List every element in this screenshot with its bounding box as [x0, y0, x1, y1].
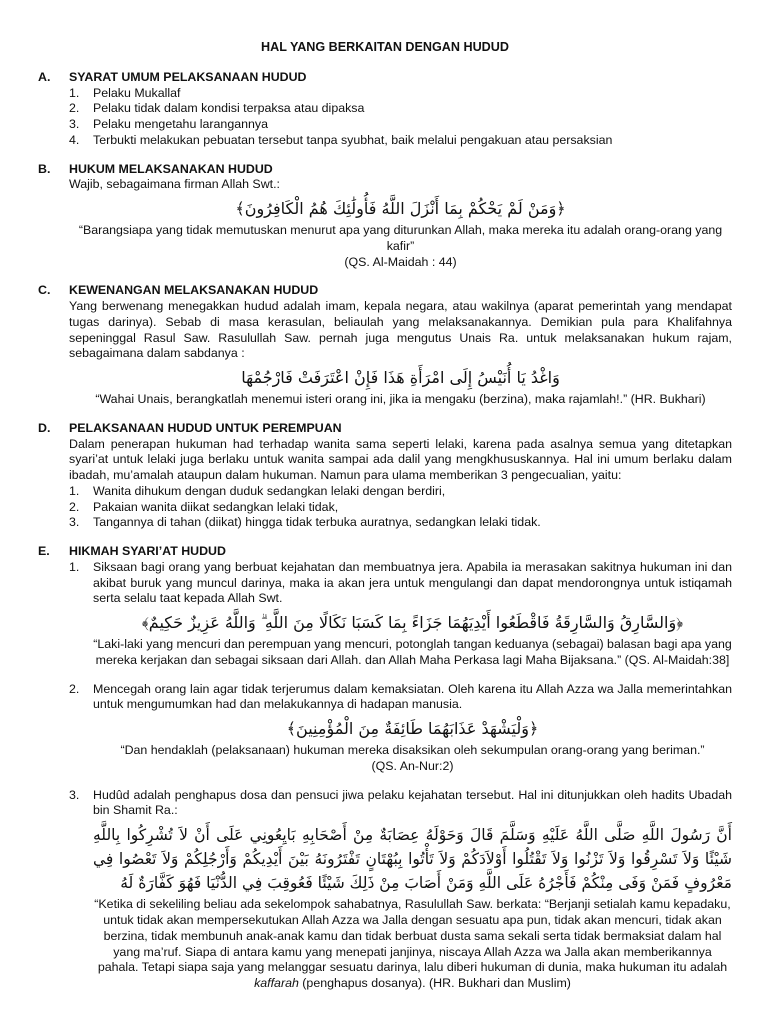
- section-letter: B.: [38, 161, 51, 176]
- list-item: 1. Siksaan bagi orang yang berbuat kejahatan dan membuatnya jera. Apabila ia merasakan sakitnya hukuman ini dan akibat buruk yang muncul darinya, maka ia akan jera untuk mengulangi dan dapat mendorongnya untuk istiqamah serta selalu taat kepada Allah Swt. ﴿وَالسَّارِقُ وَالسَّارِقَةُ فَاقْطَعُوا أَيْدِيَهُمَا جَزَاءً بِمَا كَسَبَا نَكَالًا مِنَ اللَّهِ ۗ وَاللَّهُ عَزِيزٌ حَكِيمٌ﴾ “Laki-laki yang mencuri dan perempuan yang mencuri, potonglah tangan keduanya (sebagai) balasan bagi apa yang mereka kerjakan dan sebagai siksaan dari Allah. dan Allah Maha Perkasa lagi Maha Bijaksana.” (QS. Al-Maidah:38]: [69, 559, 732, 667]
- section-e: [38, 544, 732, 992]
- section-a-heading: [38, 70, 732, 86]
- document-title: HAL YANG BERKAITAN DENGAN HUDUD: [261, 40, 509, 54]
- requirements-list: [69, 86, 732, 149]
- verse-translation: “Dan hendaklah (pelaksanaan) hukuman mereka disaksikan oleh sekumpulan orang-orang yang beriman.”: [120, 743, 705, 758]
- list-item: 1. Pelaku Mukallaf: [69, 85, 181, 100]
- document-page: [38, 40, 732, 1005]
- point-text: Siksaan bagi orang yang berbuat kejahatan dan membuatnya jera. Apabila ia merasakan sakitnya hukuman ini dan akibat buruk yang muncul darinya, maka ia akan jera untuk mengulangi dan dapat mendorongnya untuk istiqamah serta selalu taat kepada Allah Swt.: [93, 559, 732, 606]
- section-title: HUKUM MELAKSANAKAN HUDUD: [69, 161, 273, 176]
- hadith-arabic: وَاغْدُ يَا أُنَيْسُ إِلَى امْرَأَةِ هَذَا فَإِنْ اعْتَرَفَتْ فَارْجُمْهَا: [241, 368, 560, 388]
- section-c: [38, 283, 732, 408]
- verse-reference: (QS. An-Nur:2): [371, 758, 454, 773]
- hadith-translation: “Wahai Unais, berangkatlah menemui isteri orang ini, jika ia mengaku (berzina), maka rajamlah!.” (HR. Bukhari): [95, 392, 706, 407]
- quran-verse-arabic: ﴿وَالسَّارِقُ وَالسَّارِقَةُ فَاقْطَعُوا أَيْدِيَهُمَا جَزَاءً بِمَا كَسَبَا نَكَالًا مِنَ اللَّهِ ۗ وَاللَّهُ عَزِيزٌ حَكِيمٌ﴾: [141, 613, 684, 633]
- section-title: HIKMAH SYARI’AT HUDUD: [69, 544, 226, 559]
- list-item: 2. Pelaku tidak dalam kondisi terpaksa atau dipaksa: [69, 101, 365, 116]
- section-d: [38, 421, 732, 531]
- section-letter: E.: [38, 544, 50, 559]
- kaffarah-term: kaffarah: [254, 976, 299, 991]
- section-b: [38, 162, 732, 271]
- hadith-arabic: أَنَّ رَسُولَ اللَّهِ صَلَّى اللَّهُ عَلَيْهِ وَسَلَّمَ قَالَ وَحَوْلَهُ عِصَابَةٌ مِنْ أَصْحَابِهِ بَايِعُونِي عَلَى أَنْ لاَ تُشْرِكُوا بِاللَّهِ شَيْئًا وَلاَ تَسْرِقُوا وَلاَ تَزْنُوا وَلاَ تَقْتُلُوا أَوْلاَدَكُمْ وَلاَ تَأْتُوا بِبُهْتَانٍ تَفْتَرُونَهُ بَيْنَ أَيْدِيكُمْ وَأَرْجُلِكُمْ وَلاَ تَعْصُوا فِي مَعْرُوفٍ فَمَنْ وَفَى مِنْكُمْ فَأَجْرُهُ عَلَى اللَّهِ وَمَنْ أَصَابَ مِنْ ذَلِكَ شَيْئًا فَعُوقِبَ فِي الدُّنْيَا فَهُوَ كَفَّارَةٌ لَهُ: [93, 826, 732, 893]
- quran-verse-arabic: ﴿وَمَنْ لَمْ يَحْكُمْ بِمَا أَنْزَلَ اللَّهُ فَأُولَٰئِكَ هُمُ الْكَافِرُونَ﴾: [235, 199, 566, 219]
- verse-translation: “Barangsiapa yang tidak memutuskan menurut apa yang diturunkan Allah, maka mereka itu adalah orang-orang yang kafir”: [78, 223, 723, 253]
- point-text: Mencegah orang lain agar tidak terjerumus dalam kemaksiatan. Oleh karena itu Allah Azza wa Jalla memerintahkan untuk mengumumkan had dan melakukannya di hadapan manusia.: [93, 681, 732, 712]
- section-paragraph: Dalam penerapan hukuman had terhadap wanita sama seperti lelaki, karena pada asalnya semua yang ditetapkan syari’at untuk lelaki juga berlaku untuk wanita sampai ada dalil yang mengkhususkannya. Hal ini umum berlaku dalam ibadah, mu’amalah ataupun dalam hukuman. Namun para ulama memberikan 3 pengecualian, yaitu:: [69, 436, 732, 483]
- list-item: 2. Pakaian wanita diikat sedangkan lelaki tidak,: [69, 499, 339, 514]
- point-text: Hudûd adalah penghapus dosa dan pensuci jiwa pelaku kejahatan tersebut. Hal ini ditunjukkan oleh hadits Ubadah bin Shamit Ra.:: [93, 787, 732, 818]
- list-item: 2. Mencegah orang lain agar tidak terjerumus dalam kemaksiatan. Oleh karena itu Allah Azza wa Jalla memerintahkan untuk mengumumkan had dan melakukannya di hadapan manusia. ﴿وَلْيَشْهَدْ عَذَابَهُمَا طَائِفَةٌ مِنَ الْمُؤْمِنِينَ﴾ “Dan hendaklah (pelaksanaan) hukuman mereka disaksikan oleh sekumpulan orang-orang yang beriman.” (QS. An-Nur:2): [69, 681, 732, 773]
- exceptions-list: [69, 484, 732, 531]
- section-title: PELAKSANAAN HUDUD UNTUK PEREMPUAN: [69, 420, 342, 435]
- section-e-heading: [38, 544, 732, 560]
- section-intro: Wajib, sebagaimana firman Allah Swt.:: [69, 177, 280, 192]
- list-item: 1. Wanita dihukum dengan duduk sedangkan lelaki dengan berdiri,: [69, 483, 446, 498]
- section-a: [38, 70, 732, 149]
- verse-reference: (QS. Al-Maidah : 44): [344, 254, 457, 269]
- list-item: 3. Tangannya di tahan (diikat) hingga tidak terbuka auratnya, sedangkan lelaki tidak.: [69, 515, 541, 530]
- list-item: 3. Pelaku mengetahu larangannya: [69, 117, 268, 132]
- section-letter: D.: [38, 420, 51, 435]
- quran-verse-arabic: ﴿وَلْيَشْهَدْ عَذَابَهُمَا طَائِفَةٌ مِنَ الْمُؤْمِنِينَ﴾: [286, 719, 539, 739]
- section-paragraph: Yang berwenang menegakkan hudud adalah imam, kepala negara, atau wakilnya (aparat pemerintah yang mendapat tugas darinya). Sebab di masa kerasulan, beliaulah yang melaksanakannya. Demikian pula para Khalifahnya sepeninggal Rasul Saw. Rasulullah Saw. pernah juga mengutus Unais Ra. untuk melaksanakan hukum rajam, sebagaimana dalam sabdanya :: [69, 299, 732, 361]
- hadith-translation: “Ketika di sekeliling beliau ada sekelompok sahabatnya, Rasulullah Saw. berkata: “Berjanji setialah kamu kepadaku, untuk tidak akan mempersekutukan Allah Azza wa Jalla dengan sesuatu apa pun, tidak akan mencuri, tidak akan berzina, tidak membunuh anak-anak kamu dan tidak berbuat dusta sama sekali serta tidak bermaksiat dalam hal yang ma’ruf. Siapa di antara kamu yang menepati janjinya, niscaya Allah Azza wa Jalla akan memberikannya pahala. Tetapi siapa saja yang melanggar sesuatu darinya, lalu diberi hukuman di dunia, maka hukuman itu adalah kaffarah (penghapus dosanya). (HR. Bukhari dan Muslim): [94, 897, 731, 991]
- section-b-heading: [38, 162, 732, 178]
- list-item: 3. Hudûd adalah penghapus dosa dan pensuci jiwa pelaku kejahatan tersebut. Hal ini ditunjukkan oleh hadits Ubadah bin Shamit Ra.: أَنَّ رَسُولَ اللَّهِ صَلَّى اللَّهُ عَلَيْهِ وَسَلَّمَ قَالَ وَحَوْلَهُ عِصَابَةٌ مِنْ أَصْحَابِهِ بَايِعُونِي عَلَى أَنْ لاَ تُشْرِكُوا بِاللَّهِ شَيْئًا وَلاَ تَسْرِقُوا وَلاَ تَزْنُوا وَلاَ تَقْتُلُوا أَوْلاَدَكُمْ وَلاَ تَأْتُوا بِبُهْتَانٍ تَفْتَرُونَهُ بَيْنَ أَيْدِيكُمْ وَأَرْجُلِكُمْ وَلاَ تَعْصُوا فِي مَعْرُوفٍ فَمَنْ وَفَى مِنْكُمْ فَأَجْرُهُ عَلَى اللَّهِ وَمَنْ أَصَابَ مِنْ ذَلِكَ شَيْئًا فَعُوقِبَ فِي الدُّنْيَا فَهُوَ كَفَّارَةٌ لَهُ “Ketika di sekeliling beliau ada sekelompok sahabatnya, Rasulullah Saw. berkata: “Berjanji setialah kamu kepadaku, untuk tidak akan mempersekutukan Allah Azza wa Jalla dengan sesuatu apa pun, tidak akan mencuri, tidak akan berzina, tidak membunuh anak-anak kamu dan tidak berbuat dusta sama sekali serta tidak bermaksiat dalam hal yang ma’ruf. Siapa di antara kamu yang menepati janjinya, niscaya Allah Azza wa Jalla akan memberikannya pahala. Tetapi siapa saja yang melanggar sesuatu darinya, lalu diberi hukuman di dunia, maka hukuman itu adalah kaffarah (penghapus dosanya). (HR. Bukhari dan Muslim): [69, 787, 732, 991]
- section-title: SYARAT UMUM PELAKSANAAN HUDUD: [69, 69, 307, 84]
- section-d-heading: [38, 421, 732, 437]
- section-letter: A.: [38, 69, 51, 84]
- wisdom-list: [69, 560, 732, 992]
- section-title: KEWENANGAN MELAKSANAKAN HUDUD: [69, 283, 319, 298]
- section-letter: C.: [38, 283, 51, 298]
- list-item: 4. Terbukti melakukan pebuatan tersebut tanpa syubhat, baik melalui pengakuan atau persaksian: [69, 132, 613, 147]
- section-c-heading: [38, 283, 732, 299]
- verse-translation: “Laki-laki yang mencuri dan perempuan yang mencuri, potonglah tangan keduanya (sebagai) balasan bagi apa yang mereka kerjakan dan sebagai siksaan dari Allah. dan Allah Maha Perkasa lagi Maha Bijaksana.” (QS. Al-Maidah:38]: [93, 637, 732, 667]
